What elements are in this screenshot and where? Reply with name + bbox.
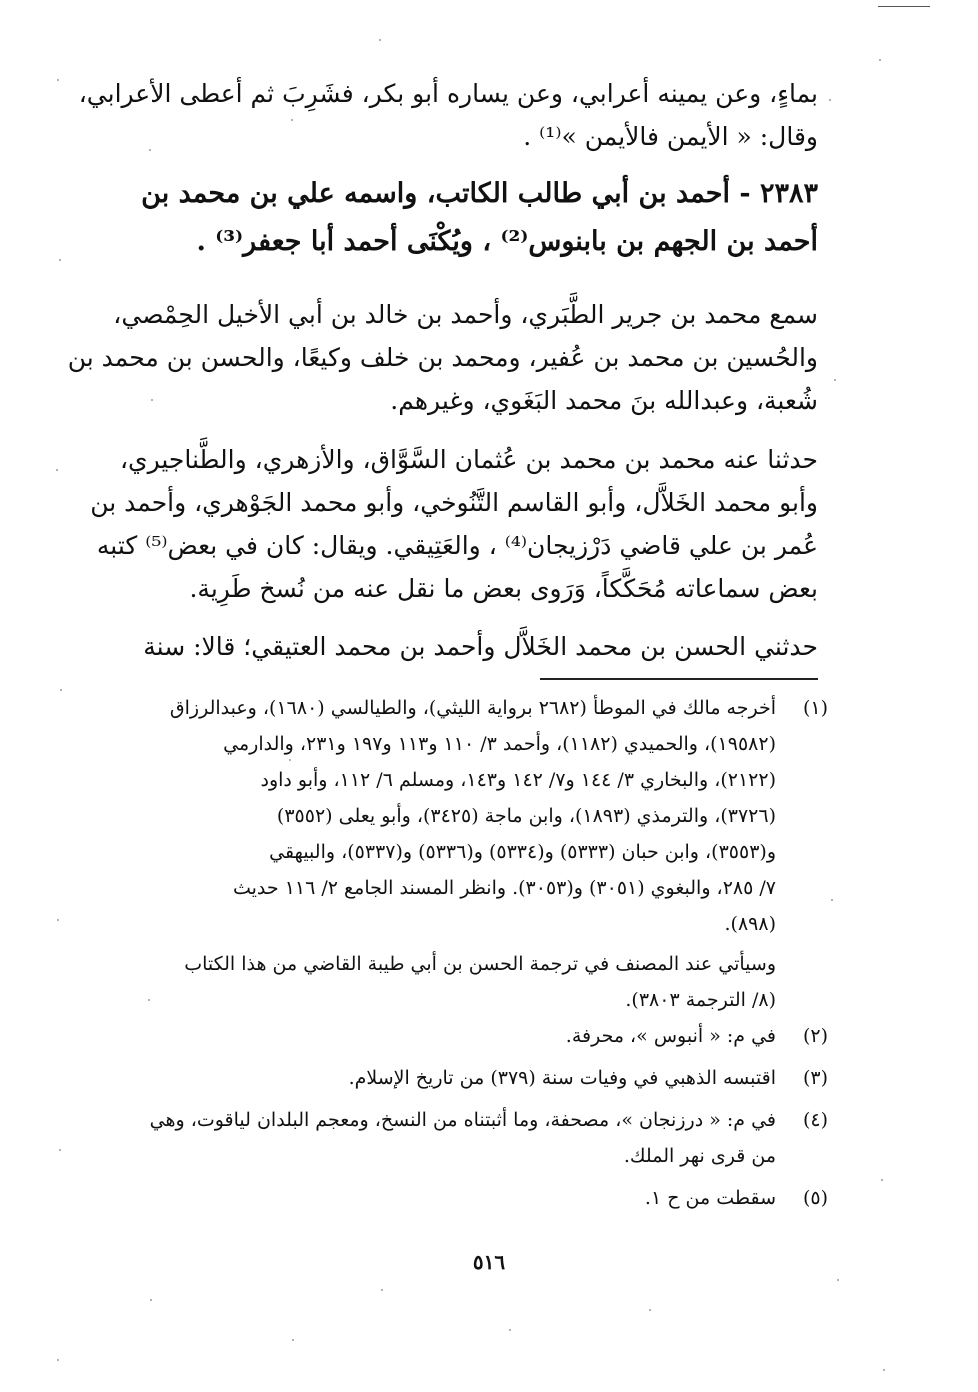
text-line: بعض سماعاته مُحَكَّكاً، وَرَوى بعض ما نقل عنه من نُسخ طَرِية. <box>189 574 818 603</box>
footnote-line: و(٣٥٥٣)، وابن حبان (٥٣٣٣) و(٥٣٣٤) و(٥٣٣٦) و(٥٣٣٧)، والبيهقي <box>269 841 776 863</box>
teachers-paragraph <box>67 293 818 422</box>
footnote-continuation <box>118 946 828 1018</box>
footnote <box>118 1180 828 1216</box>
footnote-line: اقتبسه الذهبي في وفيات سنة (٣٧٩) من تاريخ الإسلام. <box>348 1067 776 1089</box>
footnote <box>118 1102 828 1174</box>
footnote-number: (٤) <box>802 1109 828 1131</box>
footnote-line: (٨٩٨). <box>724 913 776 935</box>
footnote-number: (٥) <box>802 1187 828 1209</box>
text-line: شُعبة، وعبدالله بنَ محمد البَغَوي، وغيرهم. <box>390 386 818 415</box>
students-paragraph <box>90 438 818 610</box>
footnote-line: في م: « أنبوس »، محرفة. <box>565 1025 776 1047</box>
footnote-line: (٢١٢٢)، والبخاري ٣/ ١٤٤ و٧/ ١٤٢ و١٤٣، ومسلم ٦/ ١١٢، وأبو داود <box>260 769 776 791</box>
page-top-mark <box>878 6 930 7</box>
footnote-number: (١) <box>802 697 828 719</box>
text-line: وقال: « الأيمن فالأيمن »⁽¹⁾ . <box>523 122 818 151</box>
footnote-line: وسيأتي عند المصنف في ترجمة الحسن بن أبي طيبة القاضي من هذا الكتاب <box>184 953 776 975</box>
footnote-line: ٧/ ٢٨٥، والبغوي (٣٠٥١) و(٣٠٥٣). وانظر المسند الجامع ٢/ ١١٦ حديث <box>232 877 776 899</box>
footnote-number: (٢) <box>802 1025 828 1047</box>
footnote-line: في م: « درزنجان »، مصحفة، وما أثبتناه من النسخ، ومعجم البلدان لياقوت، وهي <box>149 1109 776 1131</box>
text-line: وأبو محمد الخَلاَّل، وأبو القاسم التَّنُوخي، وأبو محمد الجَوْهري، وأحمد بن <box>90 488 818 517</box>
footnote-line: (٨/ الترجمة ٣٨٠٣). <box>625 989 776 1011</box>
text-line: حدثنا عنه محمد بن محمد بن عُثمان السَّوَّاق، والأزهري، والطَّناجيري، <box>119 445 818 474</box>
text-line: والحُسين بن محمد بن عُفير، ومحمد بن خلف وكيعًا، والحسن بن محمد بن <box>67 343 818 372</box>
entry-heading <box>113 170 818 266</box>
footnote-line: سقطت من ح ١. <box>644 1187 776 1209</box>
footnote-line: أخرجه مالك في الموطأ (٢٦٨٢ برواية الليثي)، والطيالسي (١٦٨٠)، وعبدالرزاق <box>169 697 776 719</box>
text-line: سمع محمد بن جرير الطَّبَري، وأحمد بن خالد بن أبي الأخيل الحِمْصي، <box>113 300 818 329</box>
footnote-separator <box>540 678 818 680</box>
narration-paragraph <box>113 625 818 668</box>
footnote <box>118 1060 828 1096</box>
text-line: عُمر بن علي قاضي دَرْزيجان⁽⁴⁾ ، والعَتِيقي. ويقال: كان في بعض⁽⁵⁾ كتبه <box>96 531 818 560</box>
footnote-line: (١٩٥٨٢)، والحميدي (١١٨٢)، وأحمد ٣/ ١١٠ و١١٣ و١٩٧ و٢٣١، والدارمي <box>223 733 776 755</box>
heading-line: ٢٣٨٣ - أحمد بن أبي طالب الكاتب، واسمه علي بن محمد بن <box>141 178 818 209</box>
footnotes <box>118 690 828 1216</box>
text-line: حدثني الحسن بن محمد الخَلاَّل وأحمد بن محمد العتيقي؛ قالا: سنة <box>143 632 818 661</box>
intro-paragraph <box>78 72 818 158</box>
text-line: بماءٍ، وعن يمينه أعرابي، وعن يساره أبو بكر، فشَرِبَ ثم أعطى الأعرابي، <box>78 79 818 108</box>
page-number: ٥١٦ <box>472 1250 506 1274</box>
footnote <box>118 1018 828 1054</box>
footnote-number: (٣) <box>802 1067 828 1089</box>
footnote <box>118 690 828 942</box>
heading-line: أحمد بن الجهم بن بابنوس⁽²⁾ ، ويُكْنَى أحمد أبا جعفر⁽³⁾ . <box>196 226 818 257</box>
footnote-line: (٣٧٢٦)، والترمذي (١٨٩٣)، وابن ماجة (٣٤٢٥)، وأبو يعلى (٣٥٥٢) <box>276 805 776 827</box>
footnote-line: من قرى نهر الملك. <box>623 1145 776 1167</box>
